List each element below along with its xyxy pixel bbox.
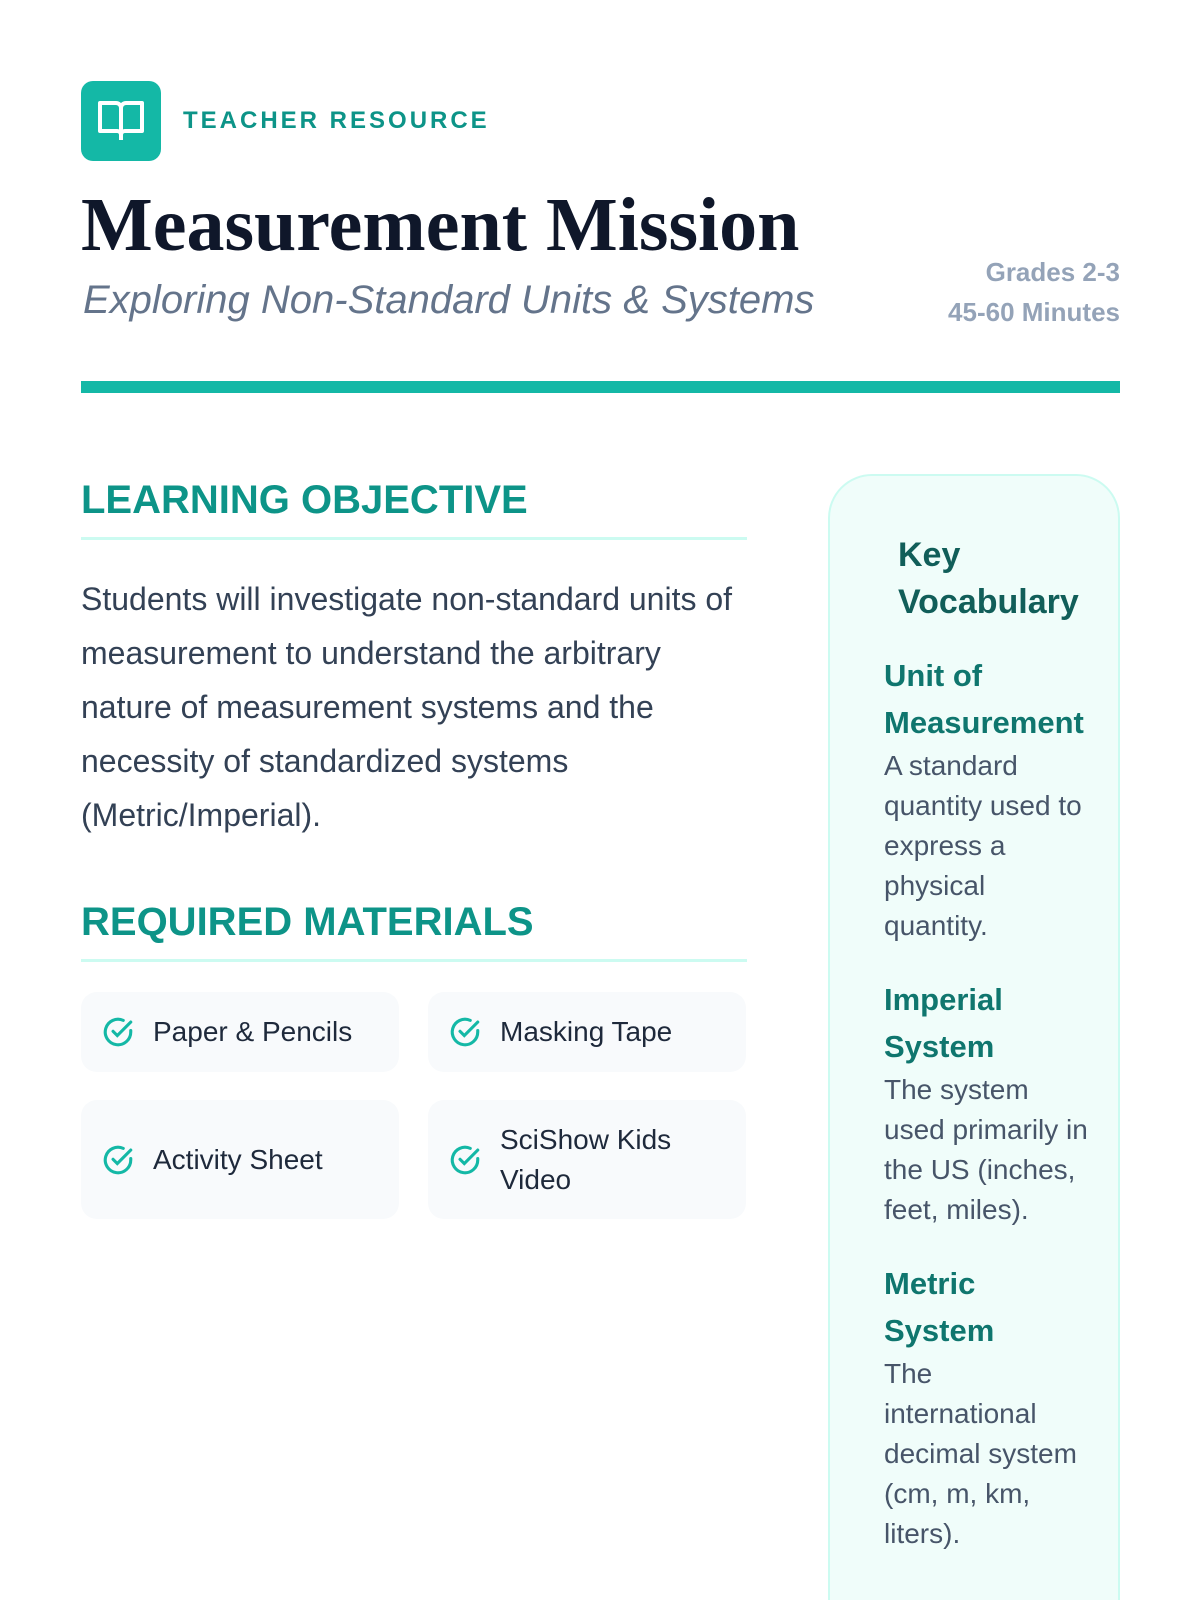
check-circle-icon <box>101 1015 135 1049</box>
vocabulary-heading: Key Vocabulary <box>898 536 1079 621</box>
vocab-term: Metric System <box>884 1266 995 1348</box>
vocab-term: Imperial System <box>884 982 1003 1064</box>
material-item <box>81 1100 399 1219</box>
vocab-definition: The system used primarily in the US (inches, feet, miles). <box>884 1074 1088 1225</box>
material-label: Activity Sheet <box>153 1143 323 1175</box>
check-circle-icon <box>448 1143 482 1177</box>
vocab-entry <box>884 652 1088 946</box>
vocab-term: Unit of Measurement <box>884 658 1084 740</box>
header-divider <box>81 381 1120 393</box>
grade-level: Grades 2-3 <box>985 257 1120 287</box>
objective-heading: LEARNING OBJECTIVE <box>81 478 747 540</box>
material-label: Masking Tape <box>500 1016 673 1047</box>
objective-text: Students will investigate non-standard units of measurement to understand the arbitrary nature of measurement systems and the necessity of standardized systems (Metric/Imperial). <box>81 581 733 833</box>
material-label: Paper & Pencils <box>153 1016 353 1047</box>
page-title: Measurement Mission <box>81 183 800 267</box>
material-label: SciShow Kids Video <box>500 1123 672 1195</box>
material-item <box>428 992 746 1072</box>
vocab-entry <box>884 976 1088 1230</box>
vocab-definition: A standard quantity used to express a physical quantity. <box>884 750 1082 941</box>
lesson-meta <box>948 252 1120 332</box>
vocab-definition: The international decimal system (cm, m, km, liters). <box>884 1358 1077 1549</box>
vocabulary-panel <box>828 474 1120 1600</box>
book-open-icon <box>81 81 161 161</box>
resource-kicker: TEACHER RESOURCE <box>183 107 490 134</box>
material-item <box>428 1100 746 1219</box>
materials-heading: REQUIRED MATERIALS <box>81 900 747 962</box>
page-subtitle: Exploring Non-Standard Units & Systems <box>83 278 815 322</box>
duration: 45-60 Minutes <box>948 297 1120 327</box>
header-badge <box>81 81 490 161</box>
check-circle-icon <box>101 1143 135 1177</box>
vocab-entry <box>884 1260 1088 1554</box>
material-item <box>81 992 399 1072</box>
check-circle-icon <box>448 1015 482 1049</box>
